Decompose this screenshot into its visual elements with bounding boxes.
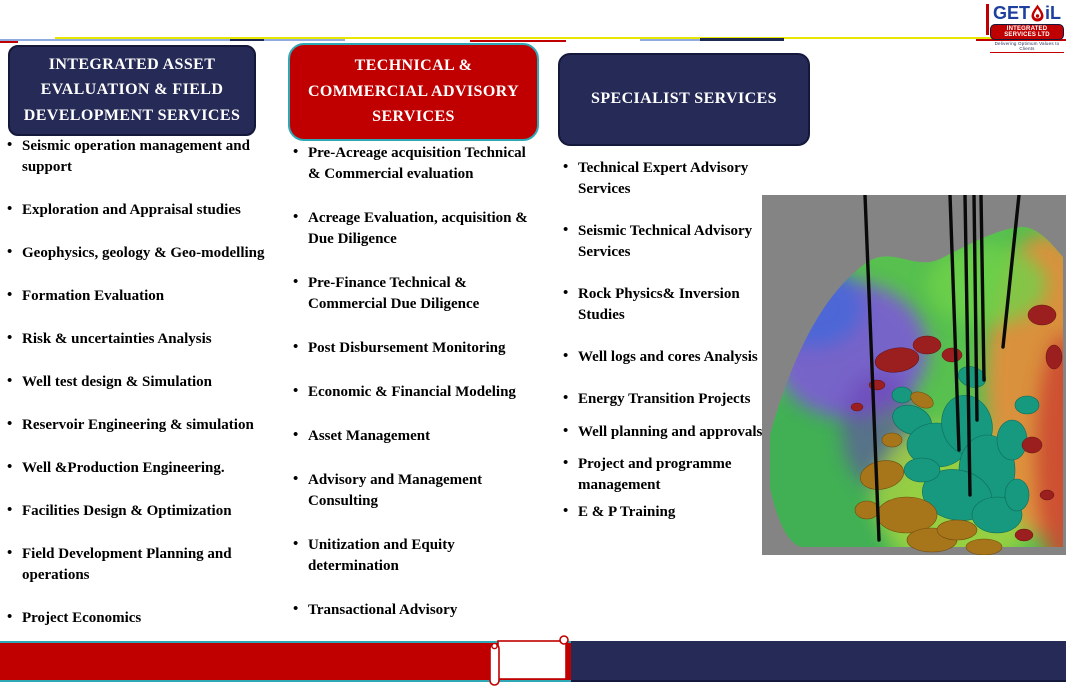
logo-banner: INTEGRATED SERVICES LTD [990,24,1064,40]
service-item: • Post Disbursement Monitoring [291,338,534,359]
service-item: • Well planning and approvals [561,422,773,443]
service-item: • Asset Management [291,426,534,447]
company-logo [990,3,1064,53]
service-item: • Economic & Financial Modeling [291,382,534,403]
service-item: • Seismic Technical Advisory Services [561,221,773,263]
column-header-title-line: DEVELOPMENT SERVICES [23,106,241,124]
column-header-title-line: INTEGRATED ASSET [48,55,216,73]
service-item: • Well test design & Simulation [5,372,284,393]
service-item: • Well &Production Engineering. [5,458,284,479]
column-header-title-line: EVALUATION & FIELD [40,81,224,99]
service-item: • Geophysics, geology & Geo-modelling [5,243,284,264]
service-item: • Seismic operation management and support [5,136,284,178]
service-item: • Unitization and Equity determination [291,535,534,577]
seismic-3d-model-image [762,195,1066,555]
column-header-specialist [558,53,810,146]
service-item: • Exploration and Appraisal studies [5,200,284,221]
service-item: • Pre-Finance Technical & Commercial Due Diligence [291,273,534,315]
logo-text-get: GET [992,3,1030,23]
service-item: • E & P Training [561,502,773,523]
scroll-ornament [486,632,576,688]
service-item: • Acreage Evaluation, acquisition & Due Diligence [291,208,534,250]
column-header-technical-commercial [288,43,539,141]
service-list-specialist [561,158,773,544]
service-item: • Technical Expert Advisory Services [561,158,773,200]
service-item: • Pre-Acreage acquisition Technical & Commercial evaluation [291,143,534,185]
column-header-title-line: SERVICES [372,108,455,126]
service-item: • Project and programme management [561,454,773,496]
logo-accent-rule [986,4,989,35]
column-header-title-line: SPECIALIST SERVICES [591,90,777,108]
service-item: • Formation Evaluation [5,286,284,307]
service-list-integrated-asset [5,136,284,651]
service-item: • Facilities Design & Optimization [5,501,284,522]
service-item: • Energy Transition Projects [561,389,773,410]
column-header-integrated-asset [8,45,256,136]
logo-wordmark [990,3,1064,23]
service-list-technical-commercial [291,143,534,644]
service-item: • Project Economics [5,608,284,629]
column-header-title-line: COMMERCIAL ADVISORY [307,82,520,100]
footer-bar-navy [571,641,1066,682]
logo-tagline: Delivering Optimum Values to Clients [990,41,1064,53]
service-item: • Advisory and Management Consulting [291,470,534,512]
logo-text-il: iL [1045,3,1061,23]
service-item: • Rock Physics& Inversion Studies [561,284,773,326]
service-item: • Field Development Planning and operations [5,544,284,586]
service-item: • Reservoir Engineering & simulation [5,415,284,436]
oil-drop-icon [1031,4,1044,22]
service-item: • Transactional Advisory [291,600,534,621]
service-item: • Risk & uncertainties Analysis [5,329,284,350]
column-header-title-line: TECHNICAL & [354,57,473,75]
decorative-divider-line [0,37,1066,43]
service-item: • Well logs and cores Analysis [561,347,773,368]
